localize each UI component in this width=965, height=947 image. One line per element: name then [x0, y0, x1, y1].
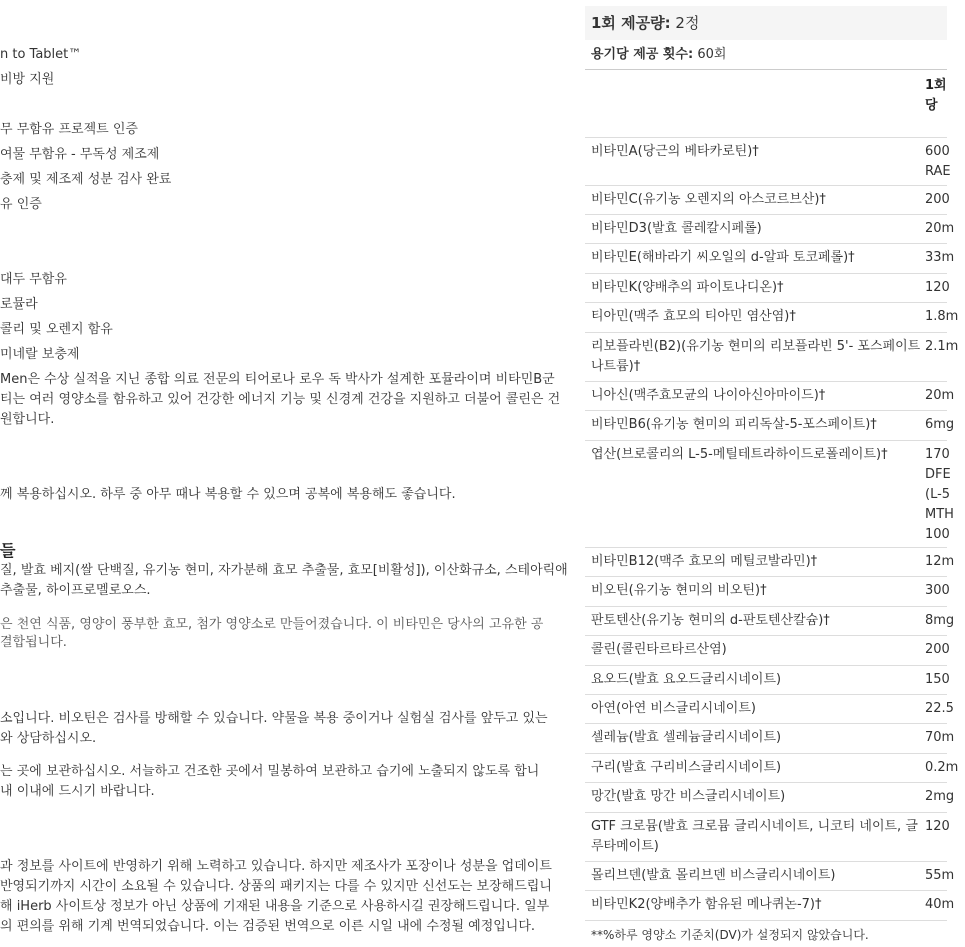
description-line: 은 천연 식품, 영양이 풍부한 효모, 첨가 영양소로 만들어졌습니다. 이 비타민은 당사의 고유한 공	[0, 617, 544, 632]
nutrient-name: 망간(발효 망간 비스글리시네이트)	[591, 789, 786, 804]
nutrient-amount: 0.2m	[925, 760, 959, 775]
table-row	[585, 333, 959, 382]
nutrient-name: 비타민D3(발효 콜레칼시페롤)	[591, 221, 762, 236]
description-line: 내 이내에 드시기 바랍니다.	[0, 784, 155, 799]
table-row	[585, 783, 955, 813]
table-row	[585, 724, 955, 754]
nutrient-name: 비오틴(유기농 현미의 비오틴)†	[591, 583, 767, 598]
description-line: 결합됩니다.	[0, 635, 67, 650]
description-line: 미네랄 보충제	[0, 347, 80, 362]
nutrient-amount: 120	[925, 280, 950, 295]
nutrient-amount: 20m	[925, 388, 955, 403]
table-row	[585, 274, 950, 303]
description-line: 는 곳에 보관하십시오. 서늘하고 건조한 곳에서 밀봉하여 보관하고 습기에 노출되지 않도록 합니	[0, 764, 540, 779]
table-row	[585, 548, 955, 577]
table-row	[585, 303, 959, 333]
nutrient-amount: 6mg	[925, 417, 955, 432]
nutrient-amount: 55m	[925, 868, 955, 883]
nutrient-amount: 12m	[925, 554, 955, 569]
serving-size-header	[585, 6, 947, 40]
table-row	[585, 891, 955, 921]
description-line: 콜리 및 오렌지 함유	[0, 322, 113, 337]
nutrient-amount: 200	[925, 642, 950, 657]
nutrient-name: 몰리브덴(발효 몰리브덴 비스글리시네이트)	[591, 868, 836, 883]
servings-label: 용기당 제공 횟수:	[591, 47, 694, 62]
amount-per-serving-header: 1회 당	[925, 78, 947, 113]
nutrient-name: 아연(아연 비스글리시네이트)	[591, 701, 756, 716]
table-row	[585, 244, 955, 274]
serving-size-label: 1회 제공량:	[591, 14, 671, 32]
nutrient-name: 비타민K2(양배추가 함유된 메나퀴논-7)†	[591, 897, 822, 912]
nutrient-amount: 120	[925, 819, 950, 834]
nutrient-amount: 150	[925, 672, 950, 687]
nutrient-name: 비타민B12(맥주 효모의 메틸코발라민)†	[591, 554, 818, 569]
serving-size-value: 2정	[675, 14, 700, 32]
description-line: 소입니다. 비오틴은 검사를 방해할 수 있습니다. 약물을 복용 중이거나 실험실 검사를 앞두고 있는	[0, 711, 548, 726]
description-line: 과 정보를 사이트에 반영하기 위해 노력하고 있습니다. 하지만 제조사가 포장이나 성분을 업데이트	[0, 859, 552, 874]
nutrient-name: GTF 크로뮴(발효 크로뮴 글리시네이트, 니코티 네이트, 글루타메이트)	[591, 819, 918, 854]
nutrient-amount: 8mg	[925, 613, 955, 628]
nutrient-amount: 2mg	[925, 789, 955, 804]
nutrient-amount: 200	[925, 192, 950, 207]
nutrient-amount: 600 RAE	[925, 144, 951, 179]
table-row	[585, 577, 950, 607]
description-line: 대두 무함유	[0, 272, 67, 287]
table-row	[585, 636, 950, 666]
nutrient-amount: 2.1m	[925, 339, 959, 354]
nutrient-name: 비타민A(당근의 베타카로틴)†	[591, 144, 759, 159]
table-row	[585, 695, 954, 724]
nutrient-amount: 170 DFE (L-5 MTH 100	[925, 447, 954, 542]
nutrient-name: 요오드(발효 요오드글리시네이트)	[591, 672, 782, 687]
table-row	[585, 138, 951, 186]
nutrient-name: 비타민E(해바라기 씨오일의 d-알파 토코페롤)†	[591, 250, 855, 265]
nutrient-amount: 1.8m	[925, 309, 959, 324]
description-line: 충제 및 제조제 성분 검사 완료	[0, 172, 172, 187]
nutrient-amount: 70m	[925, 730, 955, 745]
nutrient-amount: 20m	[925, 221, 955, 236]
servings-per-container	[585, 40, 947, 70]
description-line: 비방 지원	[0, 72, 55, 87]
nutrient-name: 셀레늄(발효 셀레늄글리시네이트)	[591, 730, 782, 745]
supplement-facts-panel	[585, 0, 959, 947]
description-line: 유 인증	[0, 197, 42, 212]
description-line: 추출물, 하이프로멜로오스.	[0, 583, 151, 598]
description-line: 무 무함유 프로젝트 인증	[0, 122, 138, 137]
nutrient-name: 콜린(콜린타르타르산염)	[591, 642, 727, 657]
description-line: 로뮬라	[0, 297, 38, 312]
description-line: Men은 수상 실적을 지닌 종합 의료 전문의 티어로나 로우 독 박사가 설계한 포뮬라이며 비타민B군	[0, 372, 555, 387]
table-row	[585, 186, 950, 215]
description-line: 질, 발효 베지(쌀 단백질, 유기농 현미, 자가분해 효모 추출물, 효모[비활성]), 이산화규소, 스테아릭애	[0, 563, 568, 578]
description-line: 원합니다.	[0, 412, 55, 427]
nutrient-amount: 40m	[925, 897, 955, 912]
table-row	[585, 441, 954, 548]
description-line: 여물 무함유 - 무독성 제조제	[0, 147, 160, 162]
nutrient-name: 니아신(맥주효모균의 나이아신아마이드)†	[591, 388, 826, 403]
table-row	[585, 813, 950, 862]
nutrient-name: 엽산(브로콜리의 L-5-메틸테트라하이드로폴레이트)†	[591, 447, 888, 462]
nutrient-name: 티아민(맥주 효모의 티아민 염산염)†	[591, 309, 796, 324]
nutrient-name: 리보플라빈(B2)(유기농 현미의 리보플라빈 5'- 포스페이트 나트륨)†	[591, 339, 921, 374]
table-row	[585, 382, 955, 411]
nutrient-name: 비타민B6(유기농 현미의 피리독살-5-포스페이트)†	[591, 417, 877, 432]
nutrient-amount: 300	[925, 583, 950, 598]
ingredients-heading: 들	[0, 541, 16, 560]
description-line: 티는 여러 영양소를 함유하고 있어 건강한 에너지 기능 및 신경계 건강을 지원하고 더불어 콜린은 건	[0, 392, 561, 407]
description-line: 반영되기까지 시간이 소요될 수 있습니다. 상품의 패키지는 다를 수 있지만 신선도는 보장해드립니	[0, 879, 552, 894]
table-row	[585, 215, 955, 244]
description-line: 해 iHerb 사이트상 정보가 아닌 상품에 기재된 내용을 기준으로 사용하시길 권장해드립니다. 일부	[0, 899, 550, 914]
table-row	[585, 862, 955, 891]
nutrient-name: 구리(발효 구리비스글리시네이트)	[591, 760, 782, 775]
description-line: 와 상담하십시오.	[0, 731, 97, 746]
nutrient-name: 판토텐산(유기농 현미의 d-판토텐산칼슘)†	[591, 613, 830, 628]
nutrient-amount: 33m	[925, 250, 955, 265]
servings-value: 60회	[697, 47, 727, 62]
description-line: n to Tablet™	[0, 47, 82, 62]
table-row	[585, 411, 955, 441]
table-row	[585, 666, 950, 695]
nutrient-name: 비타민C(유기농 오렌지의 아스코르브산)†	[591, 192, 826, 207]
table-row	[585, 754, 959, 783]
nutrient-name: 비타민K(양배추의 파이토나디온)†	[591, 280, 784, 295]
nutrient-amount: 22.5	[925, 701, 954, 716]
description-line: 의 편의를 위해 기계 번역되었습니다. 이는 검증된 번역으로 이른 시일 내에 수정될 예정입니다.	[0, 919, 536, 934]
daily-value-footnote: **%하루 영양소 기준치(DV)가 설정되지 않았습니다.	[591, 928, 869, 942]
description-line: 께 복용하십시오. 하루 중 아무 때나 복용할 수 있으며 공복에 복용해도 좋습니다.	[0, 487, 456, 502]
table-row	[585, 607, 955, 636]
